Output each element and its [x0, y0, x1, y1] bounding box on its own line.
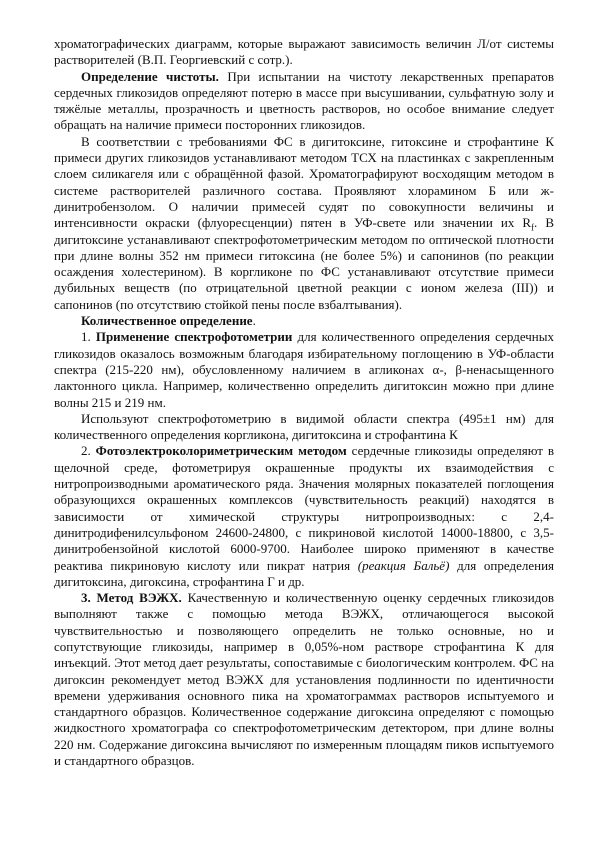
quantitative-heading: Количественное определение — [81, 313, 253, 329]
balje-reaction: (реакция Бальё) — [357, 557, 450, 573]
paragraph-purity — [54, 69, 554, 134]
paragraph-impurities — [54, 134, 554, 313]
document-page — [54, 36, 554, 769]
purity-text: При испытании на чистоту лекарственных препаратов сердечных гликозидов определяют потерю в массе при высушивании, сульфатную золу и тяжёлые металлы, прозрачность и цветность растворов, но особое внимание следует обращать на наличие примеси посторонних гликозидов. — [54, 68, 555, 133]
photocolorimetry-text: сердечные гликозиды определяют в щелочной среде, фотометрируя окрашенные продукты их взаимодействия с нитропроизводными ароматического ряда. Значения молярных показателей поглощения образующихся окрашенных комплексов (чувствительность реакций) находятся в зависимости от химической структуры нитропроизводных: с 2,4-динитродифенилсульфоном 24600-24800, с пикриновой кислотой 14000-18800, с 3,5-динитробензойной кислотой 6000-9700. Наиболее широко применяют в качестве реактива пикриновую кислоту или пикрат натрия — [54, 443, 554, 573]
heading-period: . — [252, 313, 256, 329]
photocolorimetry-end: для определения дигитоксина, дигоксина, строфантина Г и др. — [54, 557, 555, 589]
purity-title: Определение чистоты. — [81, 68, 219, 84]
hplc-title: 3. Метод ВЭЖХ. — [81, 590, 182, 606]
rf-subscript: f — [531, 222, 535, 233]
paragraph-spectrophotometry — [54, 329, 554, 410]
intro-text: хроматографических диаграмм, которые выражают зависимость величин Л/от системы растворителей (В.П. Георгиевский с сотр.). — [54, 36, 554, 68]
paragraph-intro — [54, 36, 554, 69]
photocolorimetry-title: Фотоэлектроколориметрическим методом — [95, 443, 347, 459]
section-heading — [54, 313, 554, 329]
item-number-1: 1. — [81, 329, 96, 345]
spectrophotometry-text: для количественного определения сердечных гликозидов оказалось возможным благодаря избирательному поглощению в УФ-области спектра (215-220 нм), обусловленному наличием в агликонах α-, β-ненасыщенного лактонного цикла. Например, количественно определить дигитоксин можно при длине волны 215 и 219 нм. — [54, 329, 554, 410]
paragraph-hplc — [54, 590, 554, 769]
item-number-2: 2. — [81, 443, 96, 459]
hplc-text: Качественную и количественную оценку сердечных гликозидов выполняют также с помощью метода ВЭЖХ, отличающегося высокой чувствительностью и позволяющего определить не только основные, но и сопутствующие гликозиды, например в 0,05%-ном растворе строфантина К для инъекций. Этот метод дает результаты, сопоставимые с биологическим контролем. ФС на дигоксин рекомендует метод ВЭЖХ для установления подлинности по идентичности времени удерживания основного пика на хроматограммах растворов испытуемого и стандартного образцов. Количественное содержание дигоксина определяют с помощью жидкостного хроматографа со спектрофотометрическим детектором, при длине волны 220 нм. Содержание дигоксина вычисляют по измеренным площадям пиков испытуемого и стандартного образцов. — [54, 590, 554, 769]
paragraph-visible-range — [54, 411, 554, 444]
impurities-text-b: . В дигитоксине устанавливают спектрофотометрическим методом по оптической плотности при длине волны 352 нм примеси гитоксина (не более 5%) и сапонинов (по реакции осаждения холестерином). В коргликоне по ФС устанавливают отсутствие примеси дубильных веществ (по отрицательной цветной реакции с ионом железа (III)) и сапонинов (по отсутствию стойкой пены после взбалтывания). — [54, 215, 554, 312]
impurities-text-a: В соответствии с требованиями ФС в дигитоксине, гитоксине и строфантине К примеси других гликозидов устанавливают методом ТСХ на пластинках с закрепленным слоем силикагеля или с обращённой фазой. Хроматографируют восходящим методом в системе растворителей различного состава. Проявляют хлорамином Б или ж-динитробензолом. О наличии примесей судят по совокупности величины и интенсивности окраски (флуоресценции) пятен в УФ-свете или значении их R — [54, 133, 554, 231]
spectrophotometry-title: Применение спектрофотометрии — [95, 329, 293, 345]
visible-range-text: Используют спектрофотометрию в видимой области спектра (495±1 нм) для количественного определения коргликона, дигитоксина и строфантина К — [54, 410, 554, 443]
paragraph-photocolorimetry — [54, 443, 554, 590]
